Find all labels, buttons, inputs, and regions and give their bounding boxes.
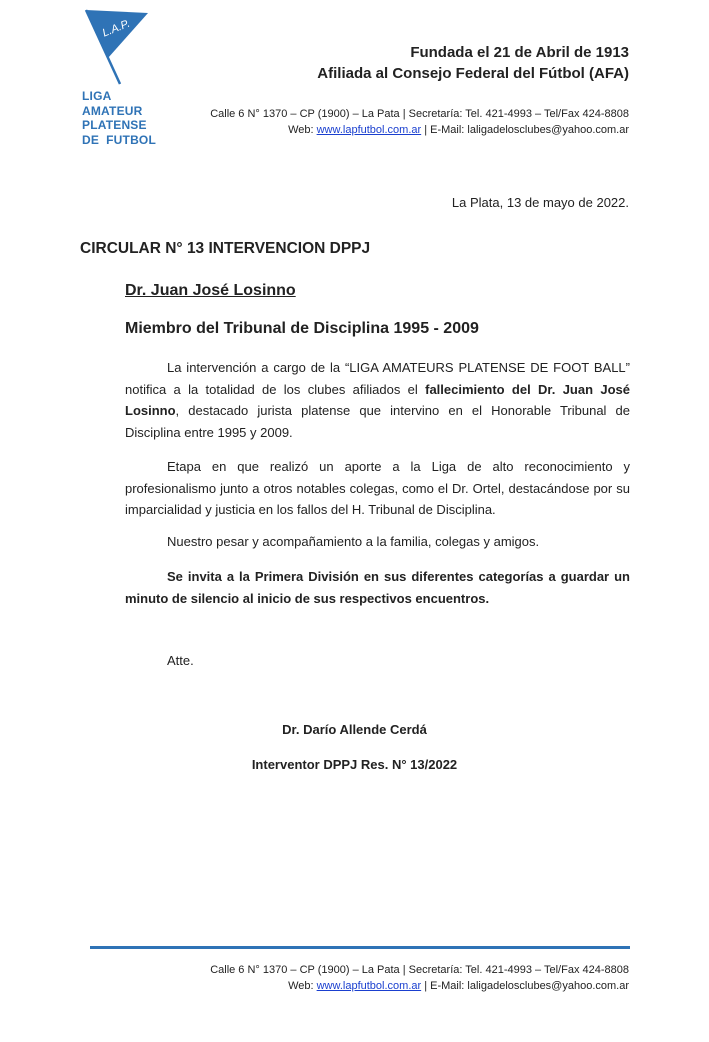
person-name: Dr. Juan José Losinno xyxy=(125,282,296,299)
logo-line-4: DE FUTBOL xyxy=(82,132,156,147)
footer-web-label: Web: xyxy=(288,980,317,992)
paragraph-3-text: Nuestro pesar y acompañamiento a la familia, colegas y amigos. xyxy=(167,534,540,549)
paragraph-2-text: Etapa en que realizó un aporte a la Liga de alto reconocimiento y profesionalismo junto a otros notables colegas, como el Dr. Ortel, destacándose por su imparcialidad y justicia en los fallos del H. Tribunal de Disciplina. xyxy=(125,459,630,517)
paragraph-1 xyxy=(125,357,630,443)
footer-contact xyxy=(210,962,629,994)
paragraph-4-text: Se invita a la Primera División en sus diferentes categorías a guardar un minuto de silencio al inicio de sus respectivos encuentros. xyxy=(125,569,630,606)
closing: Atte. xyxy=(167,653,194,668)
logo-wordmark xyxy=(82,89,156,147)
signer-name: Dr. Darío Allende Cerdá xyxy=(282,722,427,737)
paragraph-4 xyxy=(125,566,630,609)
founded-line: Fundada el 21 de Abril de 1913 xyxy=(410,44,629,61)
header-contact xyxy=(210,106,629,138)
email-text: | E-Mail: laligadelosclubes@yahoo.com.ar xyxy=(421,124,629,136)
circular-title: CIRCULAR N° 13 INTERVENCION DPPJ xyxy=(80,240,371,257)
paragraph-2 xyxy=(125,456,630,521)
person-role: Miembro del Tribunal de Disciplina 1995 - 2009 xyxy=(125,320,479,337)
signer-title: Interventor DPPJ Res. N° 13/2022 xyxy=(251,757,458,772)
footer-address: Calle 6 N° 1370 – CP (1900) – La Pata | Secretaría: Tel. 421-4993 – Tel/Fax 424-8808 xyxy=(210,964,629,976)
web-label: Web: xyxy=(288,124,317,136)
paragraph-1-bold: fallecimiento del Dr. Juan José Losinno xyxy=(125,381,631,418)
paragraph-1-text-b: , destacado jurista platense que intervino en el Honorable Tribunal de Disciplina entre 1995 y 2009. xyxy=(125,403,630,440)
logo-line-3: PLATENSE xyxy=(82,118,147,132)
footer-divider xyxy=(90,946,630,949)
letter-date: La Plata, 13 de mayo de 2022. xyxy=(451,195,629,210)
footer-email-text: | E-Mail: laligadelosclubes@yahoo.com.ar xyxy=(421,980,629,992)
logo-line-2: AMATEUR xyxy=(82,103,143,118)
paragraph-3 xyxy=(125,531,630,553)
web-link[interactable]: www.lapfutbol.com.ar xyxy=(316,124,422,136)
affiliation-line: Afiliada al Consejo Federal del Fútbol (AFA) xyxy=(317,65,629,82)
letterhead-header xyxy=(317,42,629,84)
flag-icon xyxy=(80,8,160,93)
header-address: Calle 6 N° 1370 – CP (1900) – La Pata | Secretaría: Tel. 421-4993 – Tel/Fax 424-8808 xyxy=(210,108,629,120)
paragraph-1-text-a: La intervención a cargo de la “LIGA AMATEURS PLATENSE DE FOOT BALL” notifica a la totalidad de los clubes afiliados el xyxy=(125,360,630,397)
logo-line-1: LIGA xyxy=(82,89,112,103)
footer-web-link[interactable]: www.lapfutbol.com.ar xyxy=(316,980,422,992)
footer-web-email xyxy=(210,978,629,994)
header-web-email xyxy=(210,122,629,138)
league-logo xyxy=(80,8,160,147)
logo-flag-text: L.A.P. xyxy=(100,17,132,40)
